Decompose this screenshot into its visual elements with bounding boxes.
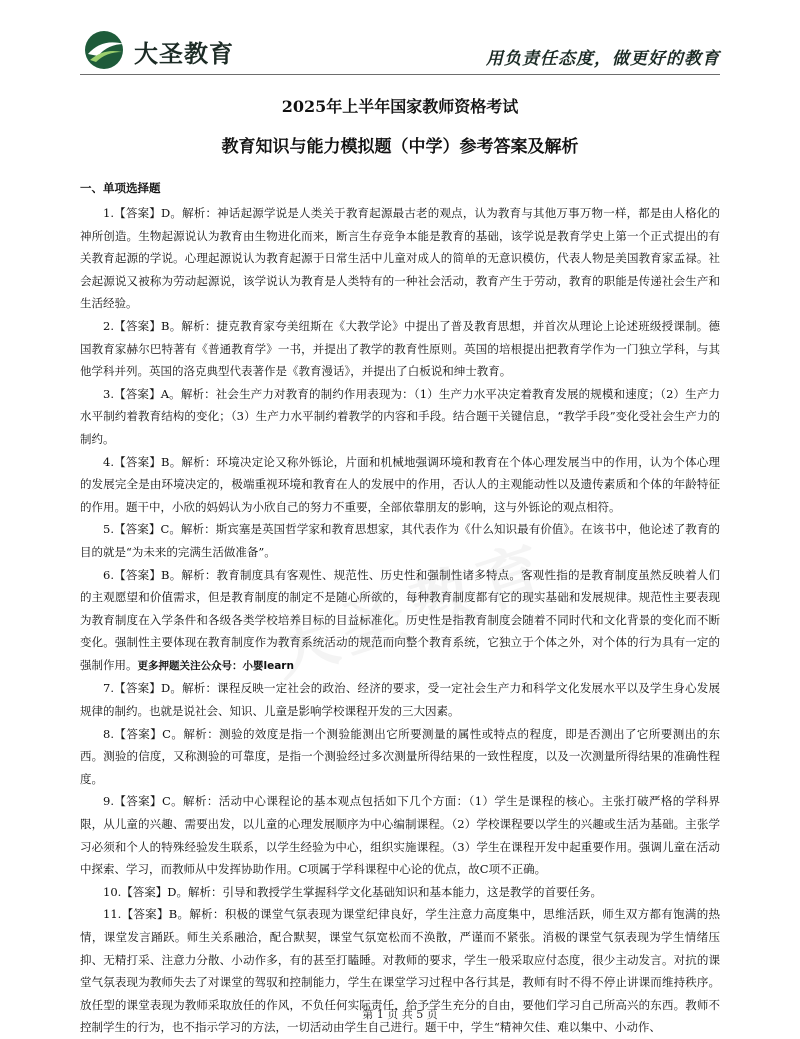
answer-item: 9.【答案】C。解析：活动中心课程论的基本观点包括如下几个方面：（1）学生是课程的核心。主张打破严格的学科界限，从儿童的兴趣、需要出发，以儿童的心理发展顺序为中心编制课程。（2）学校课程要以学生的兴趣或生活为基础。主张学习必须和个人的特殊经验发生联系，以学生经验为中心，组织实施课程。（3）学生在课程开发中起重要作用。强调儿童在活动中探索、学习，而教师从中发挥协助作用。C项属于学科课程中心论的优点，故C项不正确。 bbox=[80, 794, 720, 877]
answer-item: 3.【答案】A。解析：社会生产力对教育的制约作用表现为：（1）生产力水平决定着教育发展的规模和速度；（2）生产力水平制约着教育结构的变化；（3）生产力水平制约着教学的内容和手段。结合题干关键信息，“教学手段”变化受社会生产力的制约。 bbox=[80, 386, 720, 446]
header-slogan: 用负责任态度，做更好的教育 bbox=[486, 49, 720, 69]
document-subtitle: 教育知识与能力模拟题（中学）参考答案及解析 bbox=[221, 137, 579, 157]
answer-item: 8.【答案】C。解析：测验的效度是指一个测验能测出它所要测量的属性或特点的程度，即是否测出了它所要测出的东西。测验的信度，又称测验的可靠度，是指一个测验经过多次测量所得结果的一致性程度，以及一次测量所得结果的准确性程度。 bbox=[80, 726, 720, 786]
page-header bbox=[0, 0, 800, 82]
answer-item bbox=[80, 564, 720, 678]
logo-text: 大圣教育 bbox=[134, 40, 234, 68]
page-number: 第 1 页 共 5 页 bbox=[362, 1008, 438, 1021]
answer-item: 5.【答案】C。解析：斯宾塞是英国哲学家和教育思想家，其代表作为《什么知识最有价值》。在该书中，他论述了教育的目的就是“为未来的完满生活做准备”。 bbox=[80, 522, 720, 559]
answer-list bbox=[80, 202, 720, 1039]
logo-mark-icon bbox=[84, 30, 128, 70]
answer-item: 7.【答案】D。解析：课程反映一定社会的政治、经济的要求，受一定社会生产力和科学文化发展水平以及学生身心发展规律的制约。也就是说社会、知识、儿童是影响学校课程开发的三大因素。 bbox=[80, 681, 720, 719]
answer-text: 6.【答案】B。解析：教育制度具有客观性、规范性、历史性和强制性诸多特点。客观性指的是教育制度虽然反映着人们的主观愿望和价值需求，但是教育制度的制定不是随心所欲的，每种教育制度都有它的现实基础和发展规律。规范性主要表现为教育制度在入学条件和各级各类学校培养目标的目益标准化。历史性是指教育制度会随着不同时代和文化背景的变化而不断变化。强制性主要体现在教育制度作为教育系统活动的规范而向整个教育系统，它独立于个体之外，对个体的行为具有一定的强制作用。 bbox=[80, 567, 720, 672]
answer-item: 1.【答案】D。解析：神话起源学说是人类关于教育起源最古老的观点，认为教育与其他万事万物一样，都是由人格化的神所创造。生物起源说认为教育由生物进化而来，断言生存竞争本能是教育的基础，该学说是教育学史上第一个正式提出的有关教育起源的学说。心理起源说认为教育起源于日常生活中儿童对成人的简单的无意识模仿，代表人物是美国教育家孟禄。社会起源说又被称为劳动起源说，该学说认为教育是人类特有的一种社会活动，教育产生于劳动，教育的职能是传递社会生产和生活经验。 bbox=[80, 206, 720, 311]
section-heading: 一、单项选择题 bbox=[80, 181, 161, 195]
brand-logo bbox=[84, 30, 264, 70]
answer-item: 10.【答案】D。解析：引导和教授学生掌握科学文化基础知识和基本能力，这是教学的首要任务。 bbox=[103, 884, 603, 899]
header-divider bbox=[80, 74, 720, 75]
answer-item: 2.【答案】B。解析：捷克教育家夸美纽斯在《大教学论》中提出了普及教育思想，并首次从理论上论述班级授课制。德国教育家赫尔巴特著有《普通教育学》一书，并提出了教学的教育性原则。英国的培根提出把教育学作为一门独立学科，与其他学科并列。英国的洛克典型代表著作是《教育漫话》，并提出了白板说和绅士教育。 bbox=[80, 318, 720, 379]
answer-item: 11.【答案】B。解析：积极的课堂气氛表现为课堂纪律良好，学生注意力高度集中，思维活跃，师生双方都有饱满的热情，课堂发言踊跃。师生关系融洽，配合默契，课堂气氛宽松而不涣散，严谨而不紧张。消极的课堂气氛表现为学生情绪压抑、无精打采、注意力分散、小动作多，有的甚至打瞌睡。对教师的要求，学生一般采取应付态度，很少主动发言。对抗的课堂气氛表现为教师失去了对课堂的驾驭和控制能力，学生在课堂学习过程中各行其是，教师有时不得不停止讲课而维持秩序。放任型的课堂表现为教师采取放任的作风，不负任何实际责任，给予学生充分的自由，要他们学习自己所高兴的东西。教师不控制学生的行为，也不指示学习的方法，一切活动由学生自己进行。题干中，学生“精神欠佳、难以集中、小动作、 bbox=[80, 907, 720, 1035]
answer-item: 4.【答案】B。解析：环境决定论又称外铄论，片面和机械地强调环境和教育在个体心理发展当中的作用，认为个体心理的发展完全是由环境决定的，极端重视环境和教育在人的发展中的作用，否认人的主观能动性以及遗传素质和个体的年龄特征的作用。题干中，小欣的妈妈认为小欣自己的努力不重要，全部依靠朋友的影响，这与外铄论的观点相符。 bbox=[80, 454, 720, 514]
promo-text: 更多押题关注公众号：小婴learn bbox=[137, 659, 294, 672]
document-title: 2025年上半年国家教师资格考试 bbox=[281, 97, 519, 116]
